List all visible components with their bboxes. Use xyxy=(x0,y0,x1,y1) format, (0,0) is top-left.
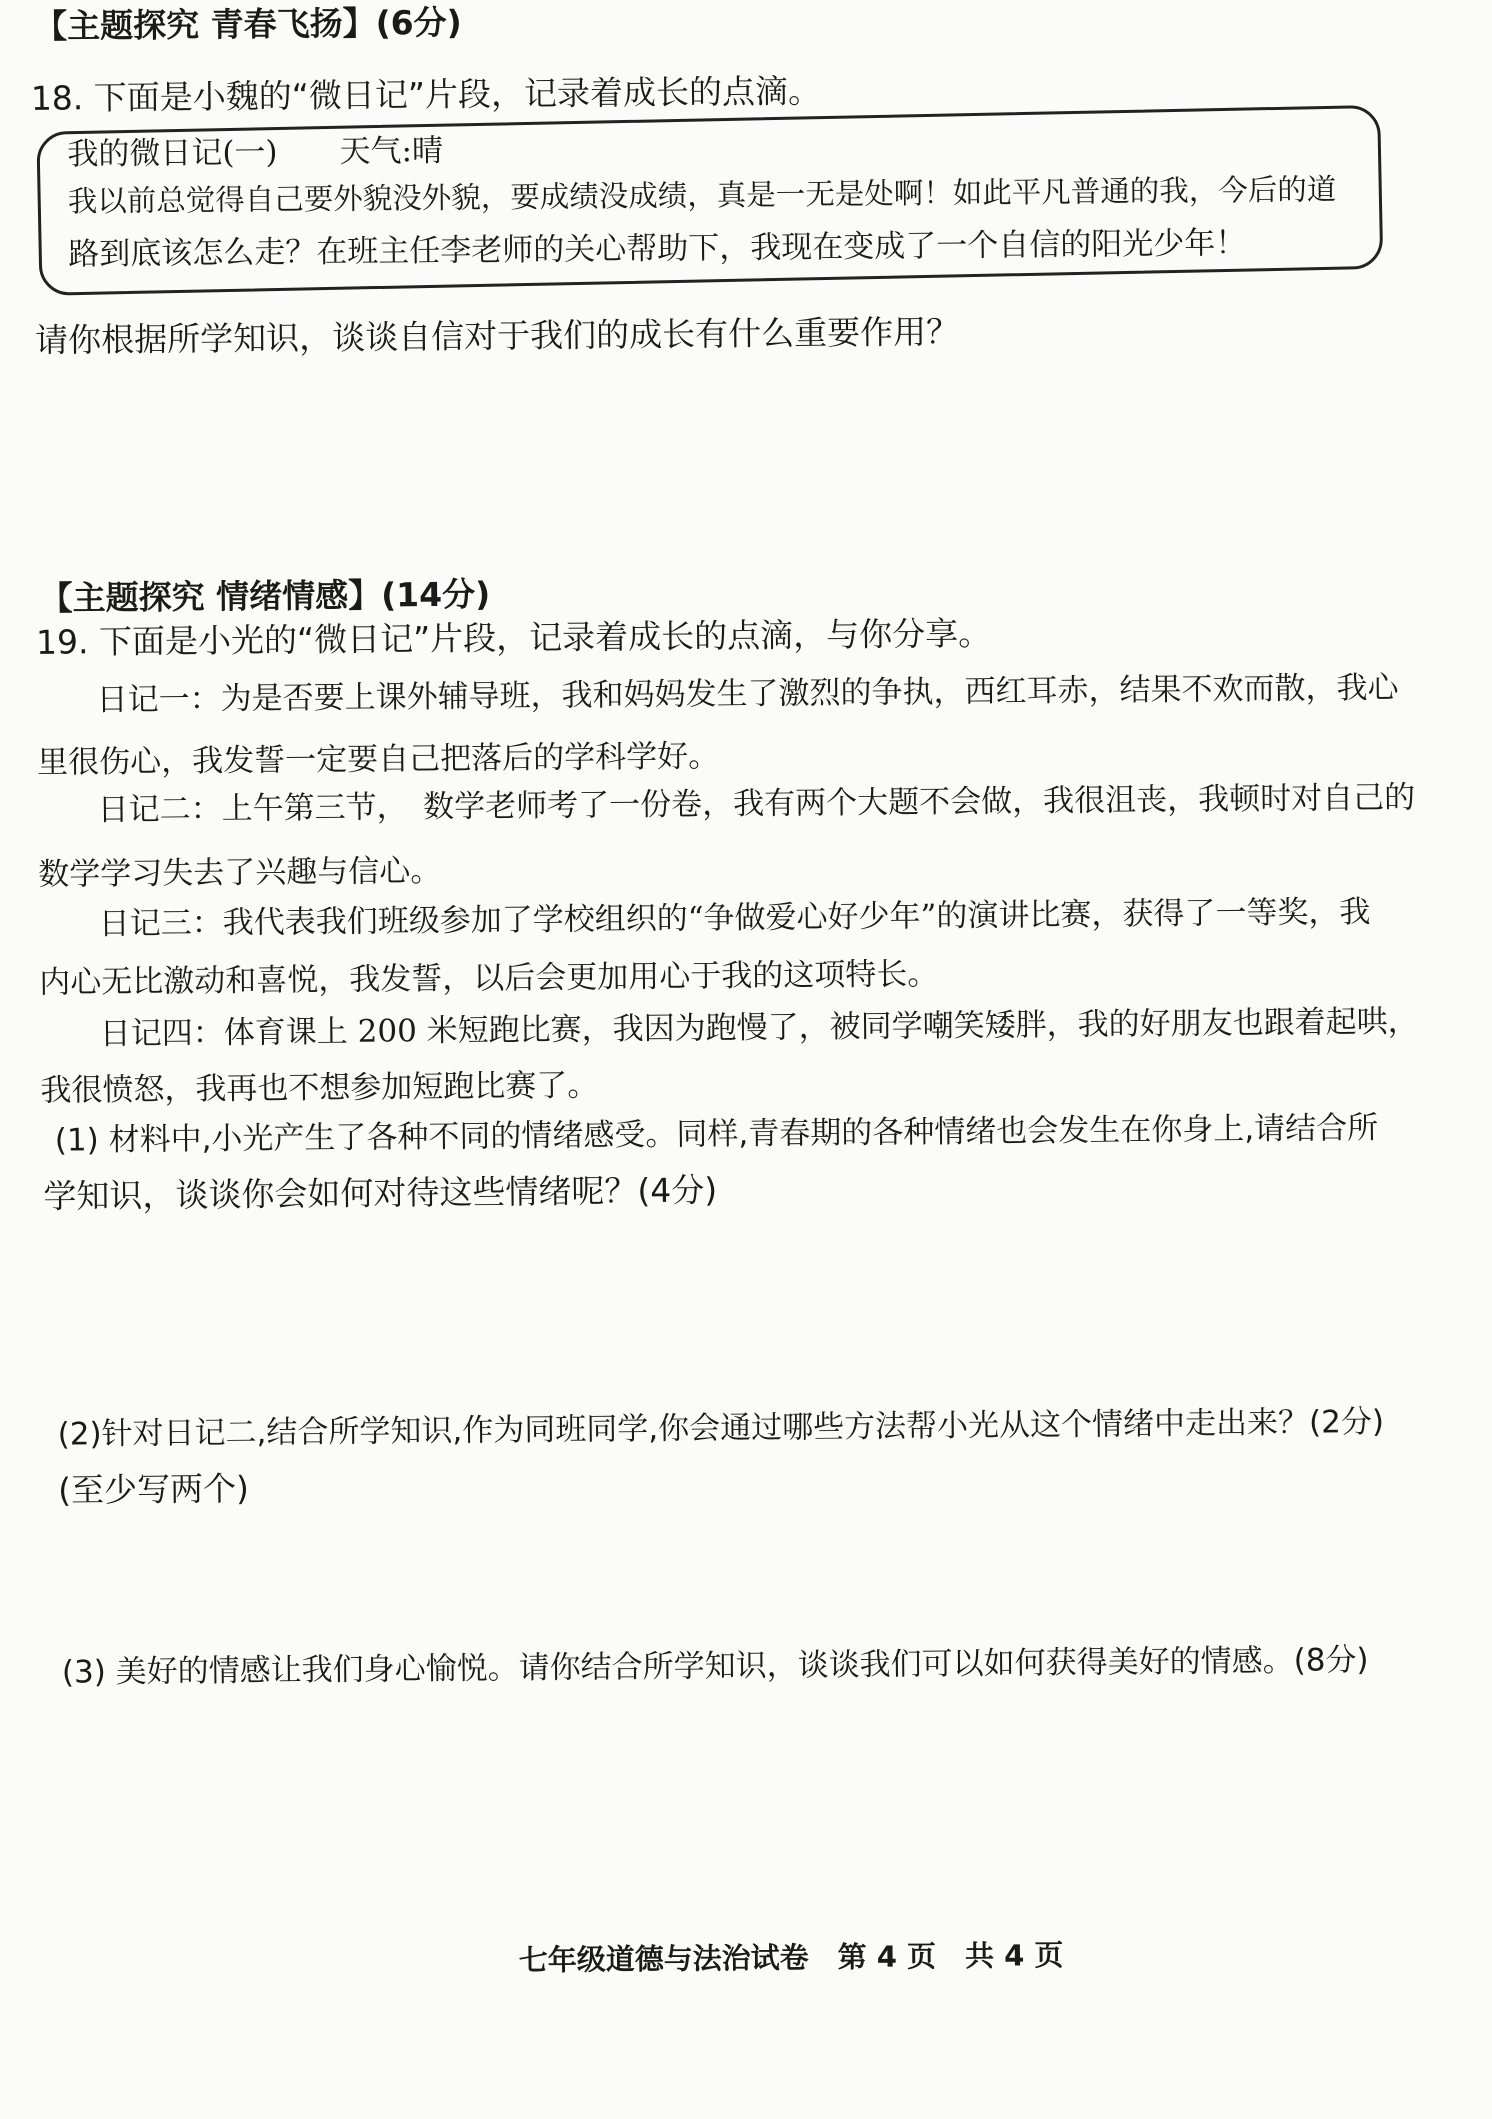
section-header-youth: 【主题探究 青春飞扬】(6分) xyxy=(33,2,462,46)
diary-entry-1-line-1: 日记一：为是否要上课外辅导班，我和妈妈发生了激烈的争执，西红耳赤，结果不欢而散，我心 xyxy=(96,669,1399,719)
sub-question-1-line-2: 学知识，谈谈你会如何对待这些情绪呢？(4分) xyxy=(43,1170,718,1216)
diary-entry-1-line-2: 里很伤心，我发誓一定要自己把落后的学科学好。 xyxy=(37,738,720,781)
diary-box-line-3: 路到底该怎么走？在班主任李老师的关心帮助下，我现在变成了一个自信的阳光少年！ xyxy=(68,225,1247,273)
diary-box-line-1: 我的微日记(一) 天气:晴 xyxy=(67,132,444,173)
diary-box-line-2: 我以前总觉得自己要外貌没外貌，要成绩没成绩，真是一无是处啊！如此平凡普通的我，今后的道 xyxy=(67,172,1337,219)
sub-question-1-line-1: (1) 材料中,小光产生了各种不同的情绪感受。同样,青春期的各种情绪也会发生在你身上,请结合所 xyxy=(54,1109,1379,1159)
sub-question-2-line-2: (至少写两个) xyxy=(58,1468,250,1510)
question-18-prompt: 请你根据所学知识，谈谈自信对于我们的成长有什么重要作用？ xyxy=(34,311,960,360)
section-header-emotion: 【主题探究 情绪情感】(14分) xyxy=(39,574,491,618)
diary-entry-2-line-1: 日记二：上午第三节， 数学老师考了一份卷，我有两个大题不会做，我很沮丧，我顿时对自己的 xyxy=(97,779,1416,829)
diary-entry-4-line-2: 我很愤怒，我再也不想参加短跑比赛了。 xyxy=(40,1067,599,1109)
question-18-stem: 18. 下面是小魏的“微日记”片段，记录着成长的点滴。 xyxy=(30,71,822,118)
diary-entry-3-line-1: 日记三：我代表我们班级参加了学校组织的“争做爱心好少年”的演讲比赛，获得了一等奖，我 xyxy=(98,894,1371,943)
page-footer: 七年级道德与法治试卷 第 4 页 共 4 页 xyxy=(518,1938,1064,1978)
diary-entry-2-line-2: 数学学习失去了兴趣与信心。 xyxy=(38,852,442,893)
question-19-stem: 19. 下面是小光的“微日记”片段，记录着成长的点滴，与你分享。 xyxy=(35,613,992,662)
sub-question-3-line-1: (3) 美好的情感让我们身心愉悦。请你结合所学知识，谈谈我们可以如何获得美好的情感。(8分) xyxy=(61,1642,1369,1691)
diary-entry-3-line-2: 内心无比激动和喜悦，我发誓，以后会更加用心于我的这项特长。 xyxy=(39,956,939,1001)
diary-entry-4-line-1: 日记四：体育课上 200 米短跑比赛，我因为跑慢了，被同学嘲笑矮胖，我的好朋友也跟着起哄， xyxy=(99,1003,1419,1053)
sub-question-2-line-1: (2)针对日记二,结合所学知识,作为同班同学,你会通过哪些方法帮小光从这个情绪中走出来？(2分) xyxy=(57,1403,1385,1453)
